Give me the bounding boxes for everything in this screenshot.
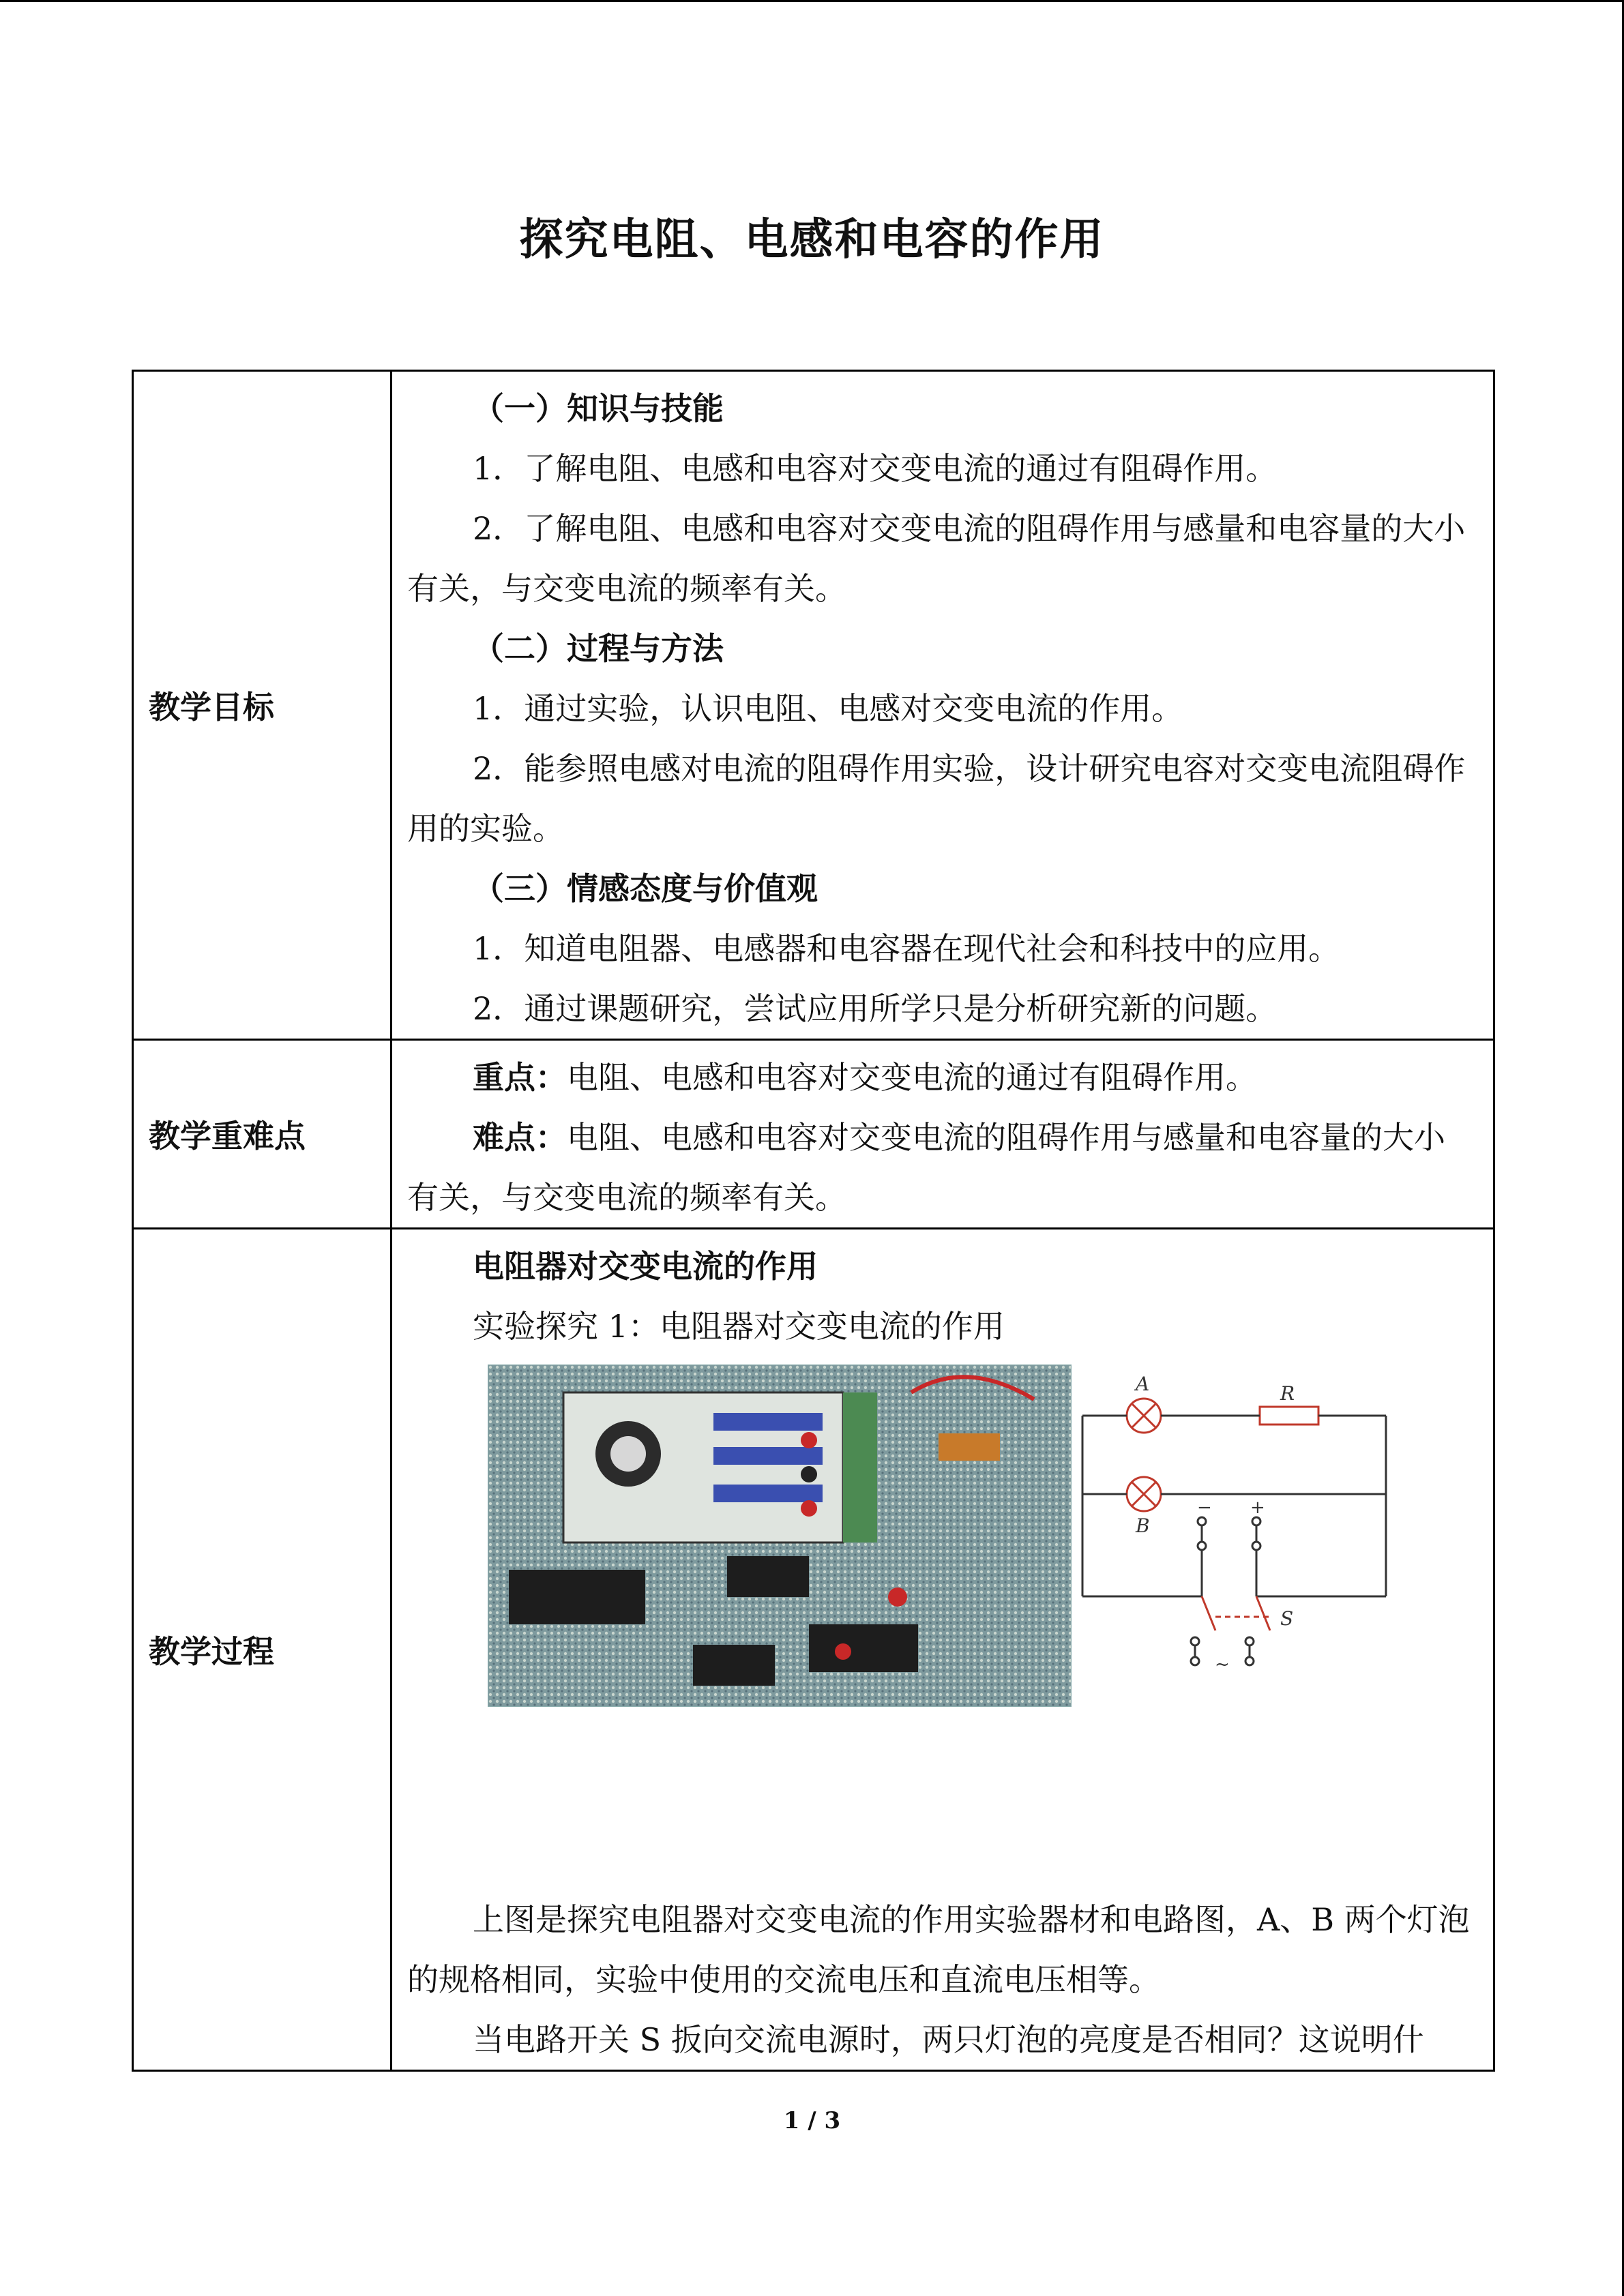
difficult-point-label: 难点： [473, 1119, 567, 1156]
row-content-goals [392, 371, 1494, 1040]
experiment-figure [407, 1365, 1474, 1746]
label-plus: + [1250, 1497, 1265, 1518]
label-lamp-b: B [1136, 1515, 1150, 1537]
label-minus: − [1197, 1497, 1212, 1518]
experiment-title: 实验探究 1：电阻器对交变电流的作用 [473, 1308, 1005, 1345]
table-row-process [133, 1229, 1494, 2071]
paragraph: 2．通过课题研究，尝试应用所学只是分析研究新的问题。 [473, 990, 1278, 1027]
paragraph: 2．能参照电感对电流的阻碍作用实验，设计研究电容对交变电流阻碍作用的实验。 [407, 750, 1466, 847]
section-heading: （一）知识与技能 [473, 390, 724, 427]
difficult-point [407, 1107, 1474, 1227]
table-row-goals [133, 371, 1494, 1040]
key-point [407, 1047, 1474, 1107]
paragraph: 1．知道电阻器、电感器和电容器在现代社会和科技中的应用。 [473, 930, 1340, 967]
row-label-keypoints: 教学重难点 [133, 1040, 392, 1229]
lesson-plan-table [132, 370, 1495, 2072]
row-content-keypoints [392, 1040, 1494, 1229]
table-row-keypoints [133, 1040, 1494, 1229]
paragraph: 1．通过实验，认识电阻、电感对交变电流的作用。 [473, 690, 1183, 727]
label-switch: S [1280, 1607, 1294, 1630]
document-title: 探究电阻、电感和电容的作用 [519, 214, 1105, 265]
row-label-process: 教学过程 [133, 1229, 392, 2071]
label-lamp-a: A [1136, 1373, 1150, 1395]
paragraph: 上图是探究电阻器对交变电流的作用实验器材和电路图，A、B 两个灯泡的规格相同，实验中使用的交流电压和直流电压相等。 [407, 1901, 1470, 1998]
label-ac: ~ [1215, 1654, 1230, 1675]
key-point-label: 重点： [473, 1059, 567, 1096]
difficult-point-text: 电阻、电感和电容对交变电流的阻碍作用与感量和电容量的大小有关，与交变电流的频率有关。 [407, 1119, 1445, 1216]
section-heading: （三）情感态度与价值观 [473, 870, 818, 907]
section-heading: （二）过程与方法 [473, 630, 724, 667]
label-resistor: R [1280, 1382, 1295, 1405]
figure-spacer [407, 1746, 1474, 1890]
paragraph: 2．了解电阻、电感和电容对交变电流的阻碍作用与感量和电容量的大小有关，与交变电流的频率有关。 [407, 510, 1466, 607]
section-heading: 电阻器对交变电流的作用 [473, 1248, 818, 1285]
apparatus-photo [488, 1365, 1072, 1707]
paragraph: 当电路开关 S 扳向交流电源时，两只灯泡的亮度是否相同？这说明什 [473, 2021, 1424, 2058]
row-content-process [392, 1229, 1494, 2071]
page-number: 1 / 3 [783, 2107, 841, 2134]
paragraph: 1．了解电阻、电感和电容对交变电流的通过有阻碍作用。 [473, 450, 1278, 487]
row-label-goals: 教学目标 [133, 371, 392, 1040]
page-border-top [0, 0, 1624, 2]
circuit-diagram [1076, 1365, 1389, 1705]
key-point-text: 电阻、电感和电容对交变电流的通过有阻碍作用。 [567, 1059, 1257, 1096]
